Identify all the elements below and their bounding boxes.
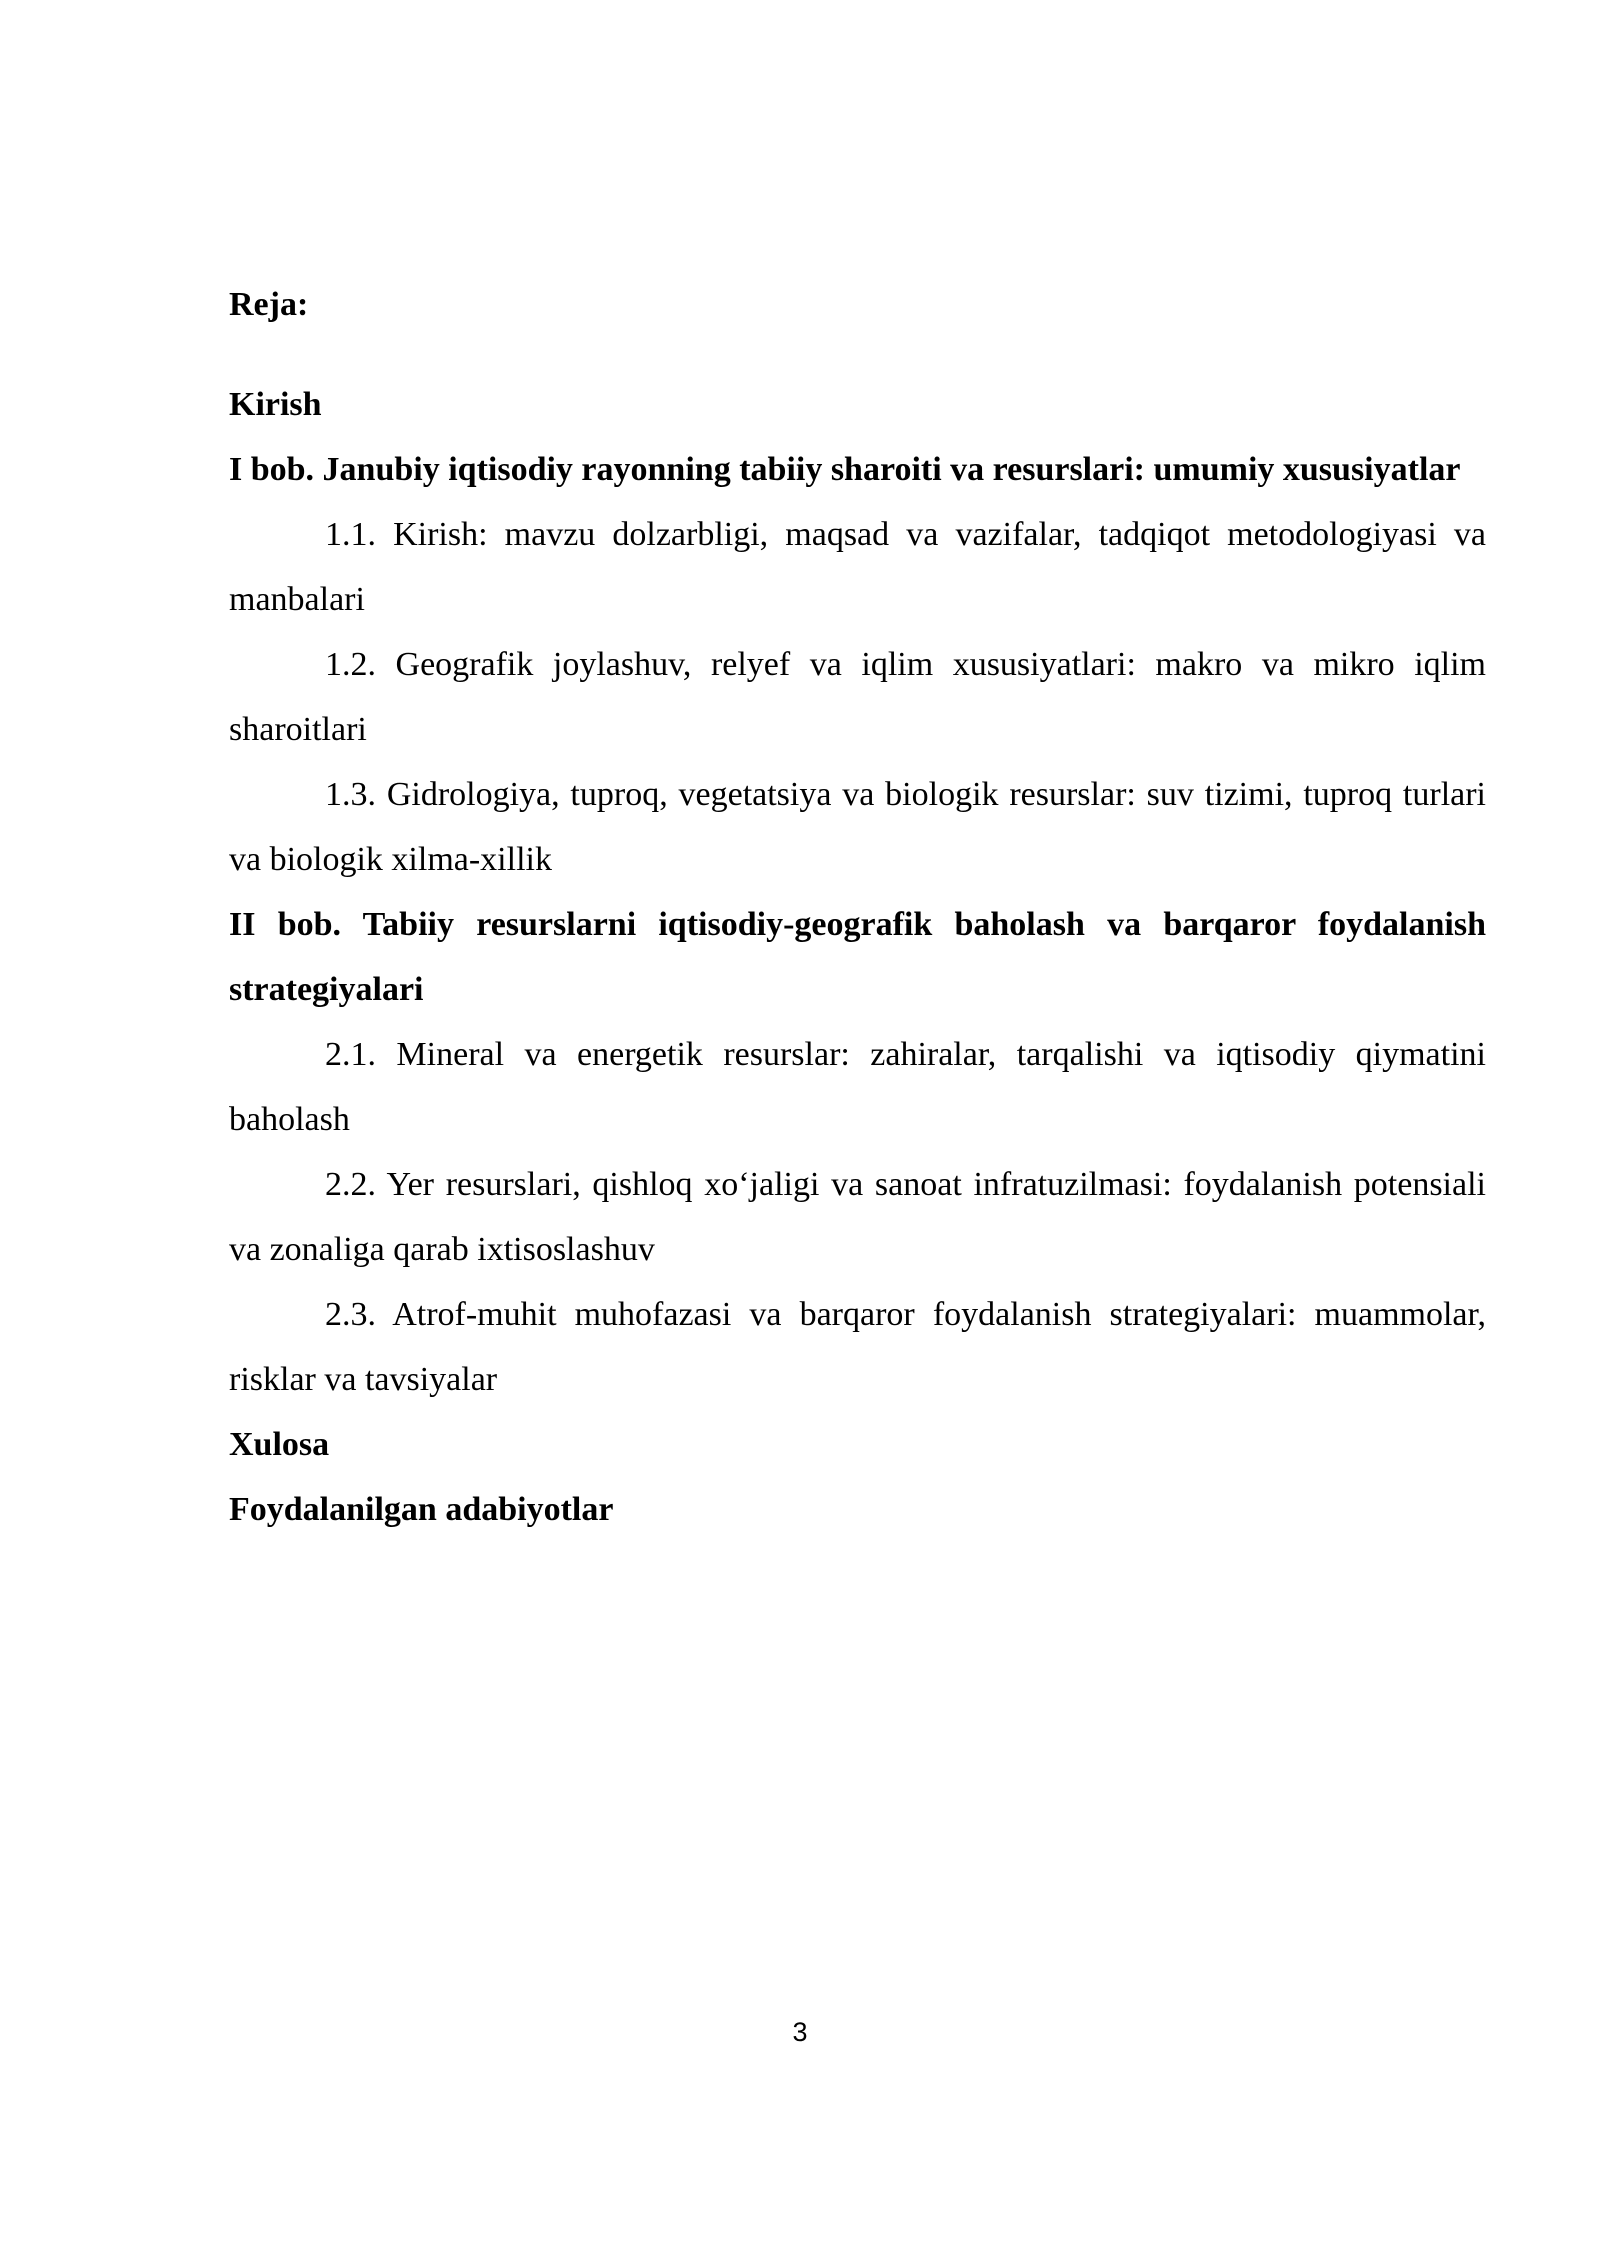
- section-1-2-item: 1.2. Geografik joylashuv, relyef va iqlim xususiyatlari: makro va mikro iqlim sharoitlari: [229, 646, 1486, 748]
- page-number: 3: [792, 2017, 808, 2047]
- section-2-1-item: 2.1. Mineral va energetik resurslar: zahiralar, tarqalishi va iqtisodiy qiymatini baholash: [229, 1036, 1486, 1138]
- chapter-1-heading: I bob. Janubiy iqtisodiy rayonning tabiiy sharoiti va resurslari: umumiy xususiyatlar: [229, 451, 1461, 488]
- conclusion-heading: Xulosa: [229, 1426, 330, 1463]
- intro-heading: Kirish: [229, 386, 322, 423]
- section-1-1-item: 1.1. Kirish: mavzu dolzarbligi, maqsad va vazifalar, tadqiqot metodologiyasi va manbalari: [229, 516, 1486, 618]
- section-2-3-item: 2.3. Atrof-muhit muhofazasi va barqaror foydalanish strategiyalari: muammolar, risklar va tavsiyalar: [229, 1296, 1486, 1398]
- plan-content: [229, 272, 1486, 1542]
- chapter-2-heading: II bob. Tabiiy resurslarni iqtisodiy-geografik baholash va barqaror foydalanish strategiyalari: [229, 906, 1486, 1008]
- section-2-2-item: 2.2. Yer resurslari, qishloq xo‘jaligi va sanoat infratuzilmasi: foydalanish potensiali va zonaliga qarab ixtisoslashuv: [229, 1166, 1486, 1268]
- plan-title: Reja:: [229, 286, 309, 323]
- references-heading: Foydalanilgan adabiyotlar: [229, 1491, 614, 1528]
- section-1-3-item: 1.3. Gidrologiya, tuproq, vegetatsiya va biologik resurslar: suv tizimi, tuproq turlari va biologik xilma-xillik: [229, 776, 1486, 878]
